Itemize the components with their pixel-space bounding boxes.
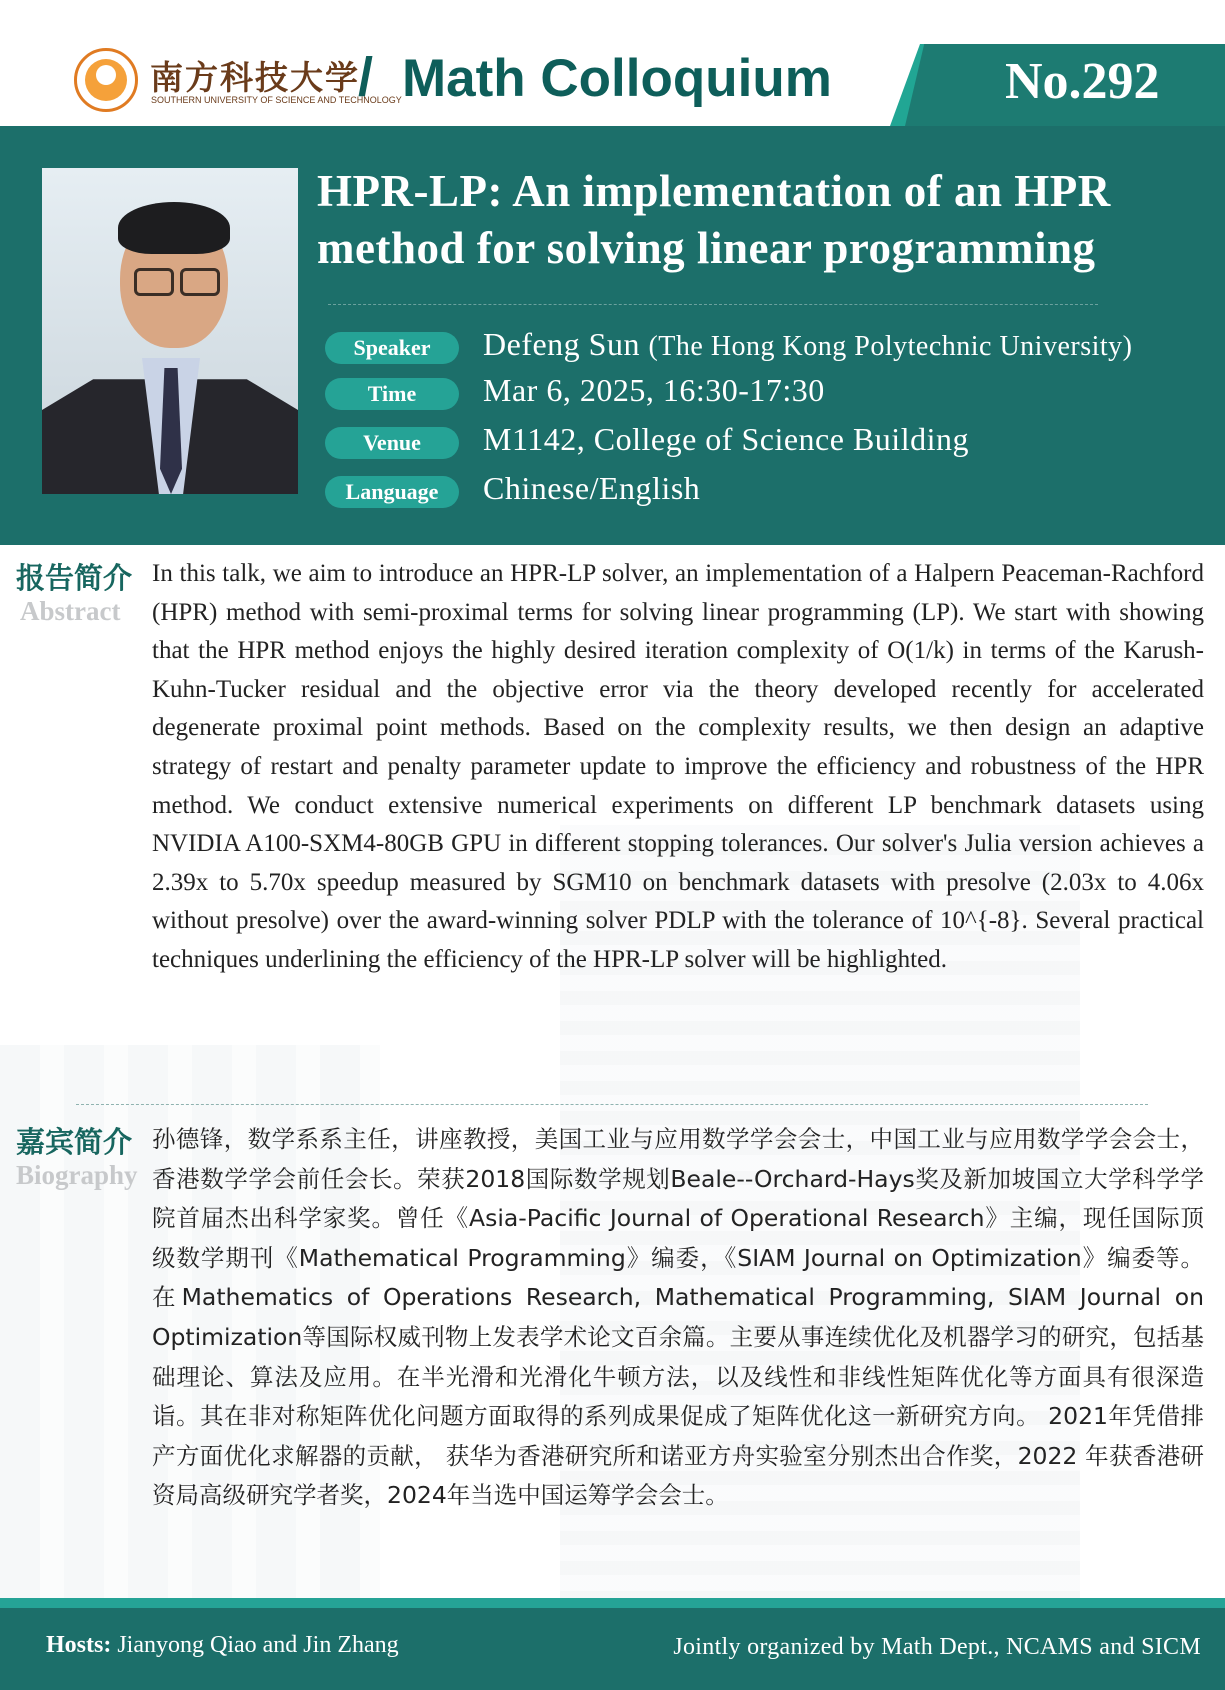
title-divider	[328, 304, 1098, 305]
header-slash: /	[358, 47, 374, 107]
university-logo-en: SOUTHERN UNIVERSITY OF SCIENCE AND TECHNOLOGY	[151, 95, 402, 105]
hosts	[46, 1632, 399, 1659]
speaker-affiliation: (The Hong Kong Polytechnic University)	[648, 331, 1133, 362]
section-divider	[76, 1104, 1148, 1105]
venue-value: M1142, College of Science Building	[483, 421, 969, 457]
biography-label-cn: 嘉宾简介	[16, 1125, 133, 1159]
abstract-label-cn: 报告简介	[16, 561, 133, 595]
language-value: Chinese/English	[483, 470, 701, 506]
series-title: Math Colloquium	[402, 49, 832, 108]
time-value: Mar 6, 2025, 16:30-17:30	[483, 372, 825, 408]
hosts-names: Jianyong Qiao and Jin Zhang	[117, 1632, 399, 1658]
abstract-label-en: Abstract	[20, 596, 121, 626]
speaker-value	[483, 326, 1133, 363]
organizer: Jointly organized by Math Dept., NCAMS and SICM	[673, 1634, 1201, 1660]
speaker-label: Speaker	[325, 332, 459, 364]
biography-label-en: Biography	[16, 1160, 138, 1190]
footer	[0, 1608, 1225, 1690]
university-seal-icon	[74, 48, 138, 112]
talk-title: HPR-LP: An implementation of an HPR method for solving linear programming	[317, 166, 1111, 273]
biography-text: 孙德锋，数学系系主任，讲座教授，美国工业与应用数学学会会士，中国工业与应用数学学会会士，香港数学学会前任会长。荣获2018国际数学规划Beale--Orchard-Hays奖及新加坡国立大学科学学院首届杰出科学家奖。曾任《Asia-Pacific Journal of Operational Research》主编，现任国际顶级数学期刊《Mathematical Programming》编委，《SIAM Journal on Optimization》编委等。在Mathematics of Operations Research, Mathematical Programming, SIAM Journal on Optimization等国际权威刊物上发表学术论文百余篇。主要从事连续优化及机器学习的研究，包括基础理论、算法及应用。在半光滑和光滑化牛顿方法，以及线性和非线性矩阵优化等方面具有很深造诣。其在非对称矩阵优化问题方面取得的系列成果促成了矩阵优化这一新研究方向。 2021年凭借排产方面优化求解器的贡献， 获华为香港研究所和诺亚方舟实验室分别杰出合作奖，2022 年获香港研资局高级研究学者奖，2024年当选中国运筹学会会士。	[152, 1125, 1204, 1510]
venue-label: Venue	[325, 427, 459, 459]
time-label: Time	[325, 378, 459, 410]
speaker-photo	[42, 168, 298, 494]
colloquium-number: No.292	[1005, 53, 1160, 110]
language-label: Language	[325, 476, 459, 508]
abstract-text: In this talk, we aim to introduce an HPR-LP solver, an implementation of a Halpern Peaceman-Rachford (HPR) method with semi-proximal terms for solving linear programming (LP). We start with showing that the HPR method enjoys the highly desired iteration complexity of O(1/k) in terms of the Karush-Kuhn-Tucker residual and the objective error via the theory developed recently for accelerated degenerate proximal point methods. Based on the complexity results, we then design an adaptive strategy of restart and penalty parameter update to improve the efficiency and robustness of the HPR method. We conduct extensive numerical experiments on different LP benchmark datasets using NVIDIA A100-SXM4-80GB GPU in different stopping tolerances. Our solver's Julia version achieves a 2.39x to 5.70x speedup measured by SGM10 on benchmark datasets with presolve (2.03x to 4.06x without presolve) over the award-winning solver PDLP with the tolerance of 10^{-8}. Several practical techniques underlining the efficiency of the HPR-LP solver will be highlighted.	[152, 560, 1204, 973]
speaker-name: Defeng Sun	[483, 326, 640, 362]
header	[0, 0, 1225, 126]
footer-stripe	[0, 1598, 1225, 1608]
hosts-label: Hosts:	[46, 1632, 112, 1658]
university-logo-cn: 南方科技大学	[150, 58, 360, 97]
